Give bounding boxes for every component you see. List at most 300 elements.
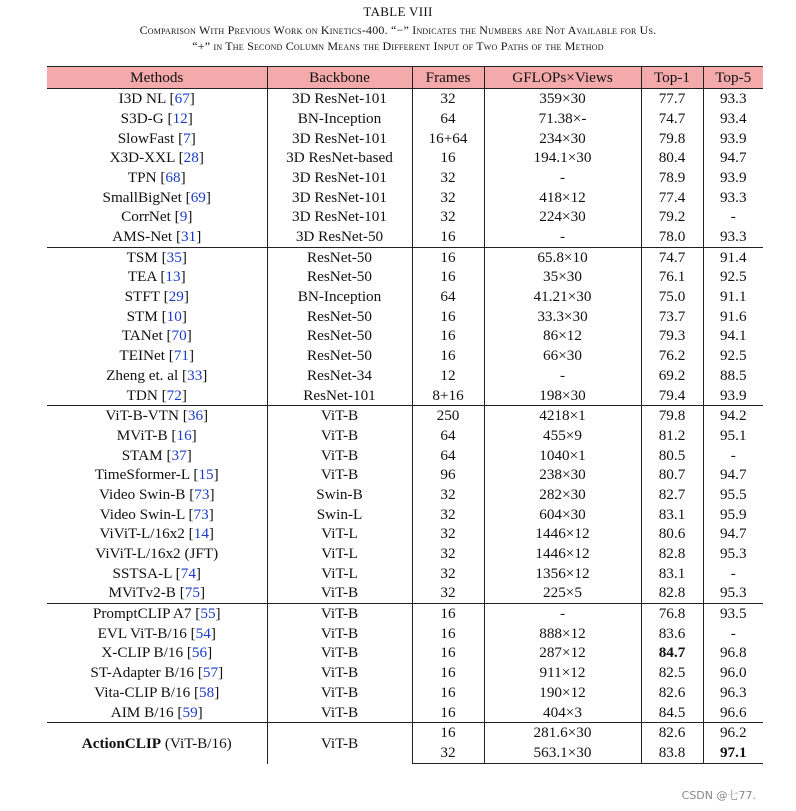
gflops-views-cell: 563.1×30	[484, 743, 641, 764]
method-cell: TimeSformer-L [15]	[47, 465, 267, 485]
method-name: EVL ViT-B/16	[97, 624, 187, 642]
method-cell: STFT [29]	[47, 287, 267, 307]
citation-link[interactable]: 15	[198, 466, 214, 484]
gflops-views-cell: 198×30	[484, 385, 641, 405]
gflops-views-cell: 225×5	[484, 583, 641, 603]
top1-cell: 79.2	[641, 207, 703, 227]
top5-cell: 94.1	[719, 327, 747, 345]
table-row	[47, 267, 763, 287]
method-name: X3D-XXL	[109, 149, 175, 167]
top5-cell: 96.8	[719, 644, 747, 662]
table-row	[47, 426, 763, 446]
frames-cell: 250	[412, 406, 484, 426]
frames-cell: 16	[412, 683, 484, 703]
method-name: SlowFast	[117, 129, 175, 147]
method-cell: EVL ViT-B/16 [54]	[47, 624, 267, 644]
top1-cell: 80.5	[641, 445, 703, 465]
top5-cell: 93.4	[719, 109, 747, 127]
top1-cell: 79.4	[641, 385, 703, 405]
backbone-cell: ResNet-50	[267, 247, 412, 267]
backbone-cell: ViT-B	[267, 583, 412, 603]
backbone-cell: BN-Inception	[267, 109, 412, 129]
top1-cell: 82.5	[641, 663, 703, 683]
top5-cell: -	[730, 624, 736, 642]
backbone-cell: ViT-B	[267, 465, 412, 485]
top5-cell: 91.1	[719, 288, 747, 306]
top5-cell: 96.0	[719, 664, 747, 682]
top5-cell: 96.3	[719, 683, 747, 701]
top5-cell: 93.3	[703, 89, 763, 109]
top5-cell: 96.6	[719, 703, 747, 721]
top5-cell: 93.3	[719, 188, 747, 206]
gflops-views-cell: 1446×12	[484, 524, 641, 544]
method-cell: I3D NL [67]	[47, 89, 267, 109]
citation-link[interactable]: 9	[179, 208, 188, 226]
top5-cell: -	[730, 564, 736, 582]
frames-cell: 16	[412, 603, 484, 623]
backbone-cell: ViT-B	[267, 624, 412, 644]
method-name: I3D NL	[118, 90, 166, 108]
top1-cell: 76.1	[641, 267, 703, 287]
table-row	[47, 287, 763, 307]
gflops-views-cell: 604×30	[484, 504, 641, 524]
gflops-views-cell: -	[484, 168, 641, 188]
gflops-views-cell: 41.21×30	[484, 287, 641, 307]
top1-cell: 82.6	[641, 723, 703, 744]
method-name: TEINet	[119, 347, 165, 365]
backbone-cell: ViT-B	[267, 426, 412, 446]
table-row	[47, 307, 763, 327]
top1-cell: 83.8	[641, 743, 703, 764]
top5-cell: 95.3	[719, 584, 747, 602]
method-cell: MViTv2-B [75]	[47, 583, 267, 603]
backbone-cell: Swin-B	[267, 485, 412, 505]
table-row	[47, 385, 763, 405]
gflops-views-cell: 86×12	[484, 326, 641, 346]
backbone-cell: ViT-B	[267, 445, 412, 465]
method-name: TSM	[126, 248, 158, 266]
table-row	[47, 504, 763, 524]
citation-link[interactable]: 31	[181, 228, 197, 246]
table-row	[47, 544, 763, 564]
frames-cell: 16	[412, 267, 484, 287]
method-cell: AIM B/16 [59]	[47, 702, 267, 722]
top5-cell: 93.9	[719, 168, 747, 186]
frames-cell: 32	[412, 187, 484, 207]
gflops-views-cell: 4218×1	[484, 406, 641, 426]
frames-cell: 96	[412, 465, 484, 485]
method-name: ViViT-L/16x2 (JFT)	[95, 545, 219, 563]
frames-cell: 32	[412, 524, 484, 544]
citation-link[interactable]: 72	[166, 386, 182, 404]
method-name: STM	[126, 307, 158, 325]
gflops-views-cell: 404×3	[484, 702, 641, 722]
frames-cell: 32	[412, 583, 484, 603]
method-cell: MViT-B [16]	[47, 426, 267, 446]
gflops-views-cell: 224×30	[484, 207, 641, 227]
method-cell: TANet [70]	[47, 326, 267, 346]
citation-link[interactable]: 7	[183, 129, 191, 147]
table-row	[47, 148, 763, 168]
gflops-views-cell: 418×12	[484, 187, 641, 207]
top1-cell: 74.7	[641, 109, 703, 129]
table-row	[47, 683, 763, 703]
method-cell: ViViT-L/16x2 [14]	[47, 524, 267, 544]
table-row	[47, 663, 763, 683]
table-row	[47, 702, 763, 722]
backbone-cell: 3D ResNet-50	[267, 227, 412, 247]
method-cell	[47, 544, 267, 564]
top5-cell: 96.2	[703, 723, 763, 744]
top5-cell: 94.7	[719, 466, 747, 484]
method-name: TPN	[127, 168, 157, 186]
table-caption-line-2: “+” in The Second Column Means the Different Input of Two Paths of the Method	[192, 39, 604, 53]
top5-cell: 93.9	[719, 386, 747, 404]
frames-cell: 12	[412, 366, 484, 386]
top1-cell: 83.6	[641, 624, 703, 644]
citation-link[interactable]: 70	[171, 327, 187, 345]
citation-link[interactable]: 73	[194, 485, 210, 503]
frames-cell: 32	[412, 207, 484, 227]
backbone-cell: ViT-B	[267, 603, 412, 623]
frames-cell: 32	[412, 168, 484, 188]
header-top1: Top-1	[641, 67, 703, 89]
method-cell: ViT-B-VTN [36]	[47, 406, 267, 426]
method-name: STFT	[124, 288, 160, 306]
table-row	[47, 168, 763, 188]
gflops-views-cell: 238×30	[484, 465, 641, 485]
top5-cell: 97.1	[703, 743, 763, 764]
top5-cell: 94.7	[719, 525, 747, 543]
table-header-row	[47, 67, 763, 89]
citation-link[interactable]: 74	[180, 564, 196, 582]
method-cell: Video Swin-B [73]	[47, 485, 267, 505]
header-frames: Frames	[412, 67, 484, 89]
citation-link[interactable]: 13	[165, 268, 181, 286]
gflops-views-cell: 359×30	[484, 89, 641, 109]
ours-backbone-cell: ViT-B	[267, 723, 412, 764]
gflops-views-cell: 281.6×30	[484, 723, 641, 744]
gflops-views-cell: 911×12	[484, 663, 641, 683]
backbone-cell: ResNet-50	[267, 326, 412, 346]
frames-cell: 32	[412, 544, 484, 564]
method-name: AMS-Net	[112, 228, 173, 246]
frames-cell: 16	[412, 723, 484, 744]
gflops-views-cell: 65.8×10	[484, 247, 641, 267]
citation-link[interactable]: 14	[193, 525, 209, 543]
method-name: MViTv2-B	[108, 584, 176, 602]
method-name: Vita-CLIP B/16	[94, 683, 191, 701]
citation-link[interactable]: 75	[184, 584, 200, 602]
citation-link[interactable]: 12	[172, 109, 188, 127]
frames-cell: 32	[412, 89, 484, 109]
method-name: MViT-B	[116, 426, 168, 444]
method-cell: SmallBigNet [69]	[47, 187, 267, 207]
gflops-views-cell: -	[484, 227, 641, 247]
citation-link[interactable]: 29	[168, 288, 184, 306]
method-cell: X-CLIP B/16 [56]	[47, 643, 267, 663]
frames-cell: 16	[412, 663, 484, 683]
top1-cell: 77.7	[641, 89, 703, 109]
method-cell: TSM [35]	[47, 247, 267, 267]
top1-cell: 81.2	[641, 426, 703, 446]
top5-cell: 95.1	[719, 426, 747, 444]
method-cell: SlowFast [7]	[47, 128, 267, 148]
method-name: Video Swin-B	[98, 485, 186, 503]
frames-cell: 16	[412, 346, 484, 366]
ours-method-name: ActionCLIP	[81, 734, 162, 752]
method-name: S3D-G	[120, 109, 164, 127]
citation-link[interactable]: 71	[173, 347, 190, 365]
table-row	[47, 564, 763, 584]
table-row	[47, 366, 763, 386]
top5-cell: 91.6	[719, 307, 747, 325]
table-caption-title: TABLE VIII	[363, 4, 433, 19]
citation-link[interactable]: 55	[200, 605, 216, 623]
table-body	[47, 89, 763, 764]
frames-cell: 16+64	[412, 128, 484, 148]
top5-cell: 93.3	[719, 228, 747, 246]
citation-link[interactable]: 69	[190, 188, 206, 206]
top1-cell: 79.8	[641, 128, 703, 148]
gflops-views-cell: 194.1×30	[484, 148, 641, 168]
method-name: ViViT-L/16x2	[99, 525, 185, 543]
watermark: CSDN @七77.	[681, 789, 756, 802]
citation-link[interactable]: 33	[187, 366, 203, 384]
top1-cell: 78.9	[641, 168, 703, 188]
gflops-views-cell: 33.3×30	[484, 307, 641, 327]
top5-cell: 94.7	[719, 149, 747, 167]
frames-cell: 16	[412, 643, 484, 663]
gflops-views-cell: 234×30	[484, 128, 641, 148]
method-name: STAM	[121, 446, 163, 464]
top5-cell: -	[730, 208, 736, 226]
method-name: ST-Adapter B/16	[90, 664, 195, 682]
gflops-views-cell: 1040×1	[484, 445, 641, 465]
method-name: Zheng et. al	[106, 366, 179, 384]
gflops-views-cell: 287×12	[484, 643, 641, 663]
header-top5: Top-5	[703, 67, 763, 89]
gflops-views-cell: 1356×12	[484, 564, 641, 584]
top5-cell: 93.5	[703, 603, 763, 623]
citation-link[interactable]: 56	[191, 644, 208, 662]
top5-cell: 95.3	[719, 545, 747, 563]
backbone-cell: 3D ResNet-101	[267, 89, 412, 109]
top1-cell: 79.3	[641, 326, 703, 346]
gflops-views-cell: 35×30	[484, 267, 641, 287]
method-name: TANet	[121, 327, 163, 345]
method-cell: PromptCLIP A7 [55]	[47, 603, 267, 623]
table-row	[47, 583, 763, 603]
ours-method-variant: (ViT-B/16)	[161, 734, 232, 752]
method-name: Video Swin-L	[99, 505, 185, 523]
frames-cell: 16	[412, 148, 484, 168]
backbone-cell: ViT-B	[267, 643, 412, 663]
citation-link[interactable]: 57	[202, 664, 219, 682]
frames-cell: 16	[412, 247, 484, 267]
frames-cell: 16	[412, 326, 484, 346]
frames-cell: 64	[412, 426, 484, 446]
top1-cell: 69.2	[641, 366, 703, 386]
method-name: SmallBigNet	[102, 188, 182, 206]
frames-cell: 32	[412, 485, 484, 505]
ours-row	[47, 723, 763, 744]
top1-cell: 80.4	[641, 148, 703, 168]
frames-cell: 32	[412, 504, 484, 524]
method-name: TDN	[126, 386, 158, 404]
gflops-views-cell: -	[484, 366, 641, 386]
table-row	[47, 89, 763, 109]
method-cell: TPN [68]	[47, 168, 267, 188]
header-backbone: Backbone	[267, 67, 412, 89]
top1-cell: 77.4	[641, 187, 703, 207]
backbone-cell: ViT-L	[267, 544, 412, 564]
backbone-cell: ViT-B	[267, 702, 412, 722]
method-name: TEA	[127, 268, 157, 286]
citation-link[interactable]: 36	[187, 407, 204, 425]
table-row	[47, 346, 763, 366]
gflops-views-cell: 282×30	[484, 485, 641, 505]
frames-cell: 32	[412, 743, 484, 764]
method-cell: AMS-Net [31]	[47, 227, 267, 247]
backbone-cell: ViT-B	[267, 663, 412, 683]
citation-link[interactable]: 10	[166, 307, 182, 325]
top1-cell: 82.8	[641, 583, 703, 603]
citation-link[interactable]: 58	[199, 683, 215, 701]
method-cell: STM [10]	[47, 307, 267, 327]
citation-link[interactable]: 16	[176, 426, 192, 444]
top1-cell: 74.7	[641, 247, 703, 267]
method-name: PromptCLIP A7	[92, 605, 192, 623]
table-row	[47, 109, 763, 129]
kinetics-comparison-table	[47, 66, 763, 764]
gflops-views-cell: 71.38×-	[484, 109, 641, 129]
frames-cell: 64	[412, 445, 484, 465]
table-row	[47, 187, 763, 207]
gflops-views-cell: -	[484, 603, 641, 623]
frames-cell: 64	[412, 287, 484, 307]
method-cell: Zheng et. al [33]	[47, 366, 267, 386]
backbone-cell: ViT-L	[267, 524, 412, 544]
method-name: SSTSA-L	[112, 564, 172, 582]
method-name: CorrNet	[121, 208, 171, 226]
method-cell: S3D-G [12]	[47, 109, 267, 129]
frames-cell: 16	[412, 702, 484, 722]
gflops-views-cell: 455×9	[484, 426, 641, 446]
top5-cell: 93.9	[719, 129, 747, 147]
top1-cell: 75.0	[641, 287, 703, 307]
backbone-cell: ResNet-34	[267, 366, 412, 386]
method-name: TimeSformer-L	[94, 466, 190, 484]
table-row	[47, 603, 763, 623]
frames-cell: 8+16	[412, 385, 484, 405]
citation-link[interactable]: 28	[183, 149, 199, 167]
backbone-cell: ResNet-50	[267, 346, 412, 366]
citation-link[interactable]: 68	[165, 168, 181, 186]
method-name: ViT-B-VTN	[105, 407, 179, 425]
backbone-cell: ResNet-50	[267, 267, 412, 287]
backbone-cell: ViT-B	[267, 683, 412, 703]
header-gflops-views: GFLOPs×Views	[484, 67, 641, 89]
method-cell: CorrNet [9]	[47, 207, 267, 227]
table-row	[47, 207, 763, 227]
method-cell: Video Swin-L [73]	[47, 504, 267, 524]
backbone-cell: ResNet-50	[267, 307, 412, 327]
top5-cell: 94.2	[703, 406, 763, 426]
method-cell: STAM [37]	[47, 445, 267, 465]
top1-cell: 83.1	[641, 504, 703, 524]
ours-method-cell	[47, 723, 267, 764]
method-name: AIM B/16	[110, 703, 174, 721]
backbone-cell: ResNet-101	[267, 385, 412, 405]
method-name: X-CLIP B/16	[101, 644, 184, 662]
backbone-cell: 3D ResNet-101	[267, 128, 412, 148]
top1-cell: 76.2	[641, 346, 703, 366]
top1-cell: 79.8	[641, 406, 703, 426]
table-row	[47, 445, 763, 465]
gflops-views-cell: 888×12	[484, 624, 641, 644]
top5-cell: 92.5	[719, 347, 747, 365]
top1-cell: 82.6	[641, 683, 703, 703]
gflops-views-cell: 1446×12	[484, 544, 641, 564]
top5-cell: -	[730, 446, 736, 464]
top5-cell: 95.9	[719, 505, 747, 523]
top1-cell: 80.7	[641, 465, 703, 485]
backbone-cell: 3D ResNet-101	[267, 207, 412, 227]
top1-cell: 80.6	[641, 524, 703, 544]
citation-link[interactable]: 67	[174, 90, 190, 108]
method-cell: TEINet [71]	[47, 346, 267, 366]
table-caption-line-1: Comparison With Previous Work on Kinetics-400. “−” Indicates the Numbers are Not Available for Us.	[139, 23, 657, 37]
table-row	[47, 326, 763, 346]
top1-cell: 83.1	[641, 564, 703, 584]
frames-cell: 16	[412, 624, 484, 644]
table-row	[47, 485, 763, 505]
top5-cell: 92.5	[719, 268, 747, 286]
gflops-views-cell: 190×12	[484, 683, 641, 703]
top1-cell: 78.0	[641, 227, 703, 247]
method-cell: TEA [13]	[47, 267, 267, 287]
citation-link[interactable]: 59	[182, 703, 198, 721]
top5-cell: 95.5	[719, 485, 747, 503]
citation-link[interactable]: 37	[171, 446, 187, 464]
header-methods: Methods	[47, 67, 267, 89]
backbone-cell: Swin-L	[267, 504, 412, 524]
citation-link[interactable]: 35	[166, 248, 182, 266]
table-row	[47, 643, 763, 663]
top5-cell: 88.5	[719, 366, 747, 384]
top1-cell: 73.7	[641, 307, 703, 327]
table-row	[47, 406, 763, 426]
backbone-cell: 3D ResNet-based	[267, 148, 412, 168]
gflops-views-cell: 66×30	[484, 346, 641, 366]
backbone-cell: BN-Inception	[267, 287, 412, 307]
top1-cell: 84.7	[641, 643, 703, 663]
citation-link[interactable]: 54	[195, 624, 211, 642]
frames-cell: 32	[412, 564, 484, 584]
frames-cell: 16	[412, 227, 484, 247]
table-row	[47, 624, 763, 644]
top1-cell: 76.8	[641, 603, 703, 623]
table-row	[47, 524, 763, 544]
backbone-cell: 3D ResNet-101	[267, 187, 412, 207]
table-row	[47, 465, 763, 485]
citation-link[interactable]: 73	[193, 505, 209, 523]
backbone-cell: ViT-L	[267, 564, 412, 584]
backbone-cell: ViT-B	[267, 406, 412, 426]
top1-cell: 84.5	[641, 702, 703, 722]
top1-cell: 82.8	[641, 544, 703, 564]
